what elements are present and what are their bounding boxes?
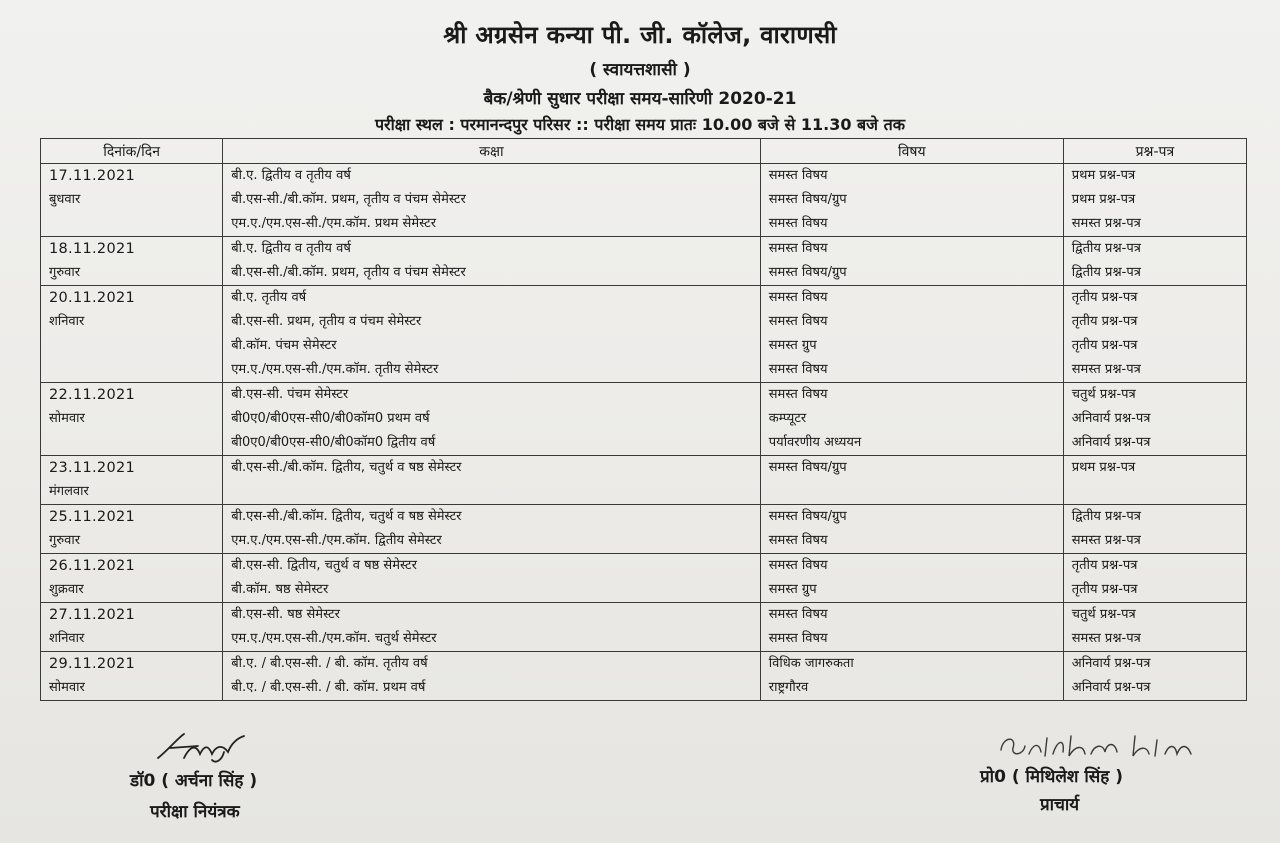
exam-day: सोमवार xyxy=(49,680,85,695)
header-subject: विषय xyxy=(760,139,1063,164)
subject-name: समस्त विषय/ग्रुप xyxy=(768,192,847,207)
subject-name: समस्त विषय xyxy=(768,387,828,402)
paper-name: प्रथम प्रश्न-पत्र xyxy=(1071,192,1136,207)
class-cell xyxy=(223,505,761,554)
exam-day: सोमवार xyxy=(49,411,85,426)
subject-cell xyxy=(760,505,1063,554)
exam-date: 23.11.2021 xyxy=(49,460,136,476)
controller-title: परीक्षा नियंत्रक xyxy=(150,802,240,822)
table-row xyxy=(41,237,1247,286)
table-header-row xyxy=(41,139,1247,164)
table-row xyxy=(41,383,1247,456)
table-body xyxy=(41,164,1247,701)
class-name: बी.एस-सी./बी.कॉम. प्रथम, तृतीय व पंचम सेमेस्टर xyxy=(231,192,466,207)
date-cell xyxy=(41,603,223,652)
paper-name: समस्त प्रश्न-पत्र xyxy=(1071,533,1141,548)
paper-name: तृतीय प्रश्न-पत्र xyxy=(1071,290,1138,305)
paper-name: अनिवार्य प्रश्न-पत्र xyxy=(1071,656,1151,671)
date-cell xyxy=(41,456,223,505)
subject-name: समस्त विषय xyxy=(768,533,828,548)
subject-cell xyxy=(760,164,1063,237)
principal-title: प्राचार्य xyxy=(1040,795,1080,815)
class-name: एम.ए./एम.एस-सी./एम.कॉम. प्रथम सेमेस्टर xyxy=(231,216,437,231)
subject-cell xyxy=(760,237,1063,286)
subject-name: समस्त ग्रुप xyxy=(768,338,817,353)
class-name: बी.एस-सी./बी.कॉम. द्वितीय, चतुर्थ व षष्ठ सेमेस्टर xyxy=(231,509,462,524)
class-name: बी.ए. / बी.एस-सी. / बी. कॉम. तृतीय वर्ष xyxy=(231,656,428,671)
header-paper: प्रश्न-पत्र xyxy=(1063,139,1246,164)
exam-day: शुक्रवार xyxy=(49,582,84,597)
subject-cell xyxy=(760,383,1063,456)
class-cell xyxy=(223,554,761,603)
date-cell xyxy=(41,286,223,383)
class-name: बी.एस-सी. प्रथम, तृतीय व पंचम सेमेस्टर xyxy=(231,314,422,329)
date-cell xyxy=(41,554,223,603)
subject-name: समस्त विषय xyxy=(768,168,828,183)
exam-date: 22.11.2021 xyxy=(49,387,136,403)
exam-date: 25.11.2021 xyxy=(49,509,136,525)
paper-name: चतुर्थ प्रश्न-पत्र xyxy=(1071,607,1136,622)
paper-cell xyxy=(1063,652,1246,701)
exam-schedule-table xyxy=(40,138,1247,701)
class-name: बी.एस-सी. षष्ठ सेमेस्टर xyxy=(231,607,341,622)
subject-name: समस्त विषय xyxy=(768,607,828,622)
class-name: बी.ए. द्वितीय व तृतीय वर्ष xyxy=(231,241,351,256)
exam-day: बुधवार xyxy=(49,192,81,207)
paper-cell xyxy=(1063,237,1246,286)
exam-date: 20.11.2021 xyxy=(49,290,136,306)
exam-date: 26.11.2021 xyxy=(49,558,136,574)
date-cell xyxy=(41,505,223,554)
table-row xyxy=(41,456,1247,505)
paper-name: तृतीय प्रश्न-पत्र xyxy=(1071,338,1138,353)
class-name: बी.एस-सी. पंचम सेमेस्टर xyxy=(231,387,349,402)
class-cell xyxy=(223,383,761,456)
header-date: दिनांक/दिन xyxy=(41,139,223,164)
signature-scribble-right xyxy=(995,730,1225,764)
subject-cell xyxy=(760,286,1063,383)
class-cell xyxy=(223,237,761,286)
paper-name: तृतीय प्रश्न-पत्र xyxy=(1071,558,1138,573)
paper-name: द्वितीय प्रश्न-पत्र xyxy=(1071,265,1141,280)
class-cell xyxy=(223,286,761,383)
exam-title: बैक/श्रेणी सुधार परीक्षा समय-सारिणी 2020-21 xyxy=(483,89,797,109)
class-name: बी.कॉम. पंचम सेमेस्टर xyxy=(231,338,337,353)
paper-cell xyxy=(1063,286,1246,383)
subject-name: राष्ट्रगौरव xyxy=(768,680,809,695)
paper-name: चतुर्थ प्रश्न-पत्र xyxy=(1071,387,1136,402)
subject-name: समस्त विषय xyxy=(768,362,828,377)
autonomous-label: ( स्वायत्तशासी ) xyxy=(589,60,691,80)
exam-date: 18.11.2021 xyxy=(49,241,136,257)
paper-cell xyxy=(1063,383,1246,456)
paper-name: द्वितीय प्रश्न-पत्र xyxy=(1071,241,1141,256)
table-row xyxy=(41,554,1247,603)
class-name: बी.ए. तृतीय वर्ष xyxy=(231,290,307,305)
exam-date: 27.11.2021 xyxy=(49,607,136,623)
class-name: बी0ए0/बी0एस-सी0/बी0कॉम0 द्वितीय वर्ष xyxy=(231,435,436,450)
subject-name: समस्त विषय xyxy=(768,241,828,256)
paper-name: तृतीय प्रश्न-पत्र xyxy=(1071,582,1138,597)
paper-name: समस्त प्रश्न-पत्र xyxy=(1071,631,1141,646)
class-name: एम.ए./एम.एस-सी./एम.कॉम. तृतीय सेमेस्टर xyxy=(231,362,439,377)
subject-name: समस्त विषय/ग्रुप xyxy=(768,265,847,280)
exam-day: गुरुवार xyxy=(49,533,81,548)
subject-name: पर्यावरणीय अध्ययन xyxy=(768,435,862,450)
paper-name: समस्त प्रश्न-पत्र xyxy=(1071,216,1141,231)
class-cell xyxy=(223,164,761,237)
exam-day: शनिवार xyxy=(49,631,85,646)
subject-name: समस्त विषय xyxy=(768,216,828,231)
signature-scribble-left xyxy=(150,728,260,768)
class-cell xyxy=(223,603,761,652)
class-name: बी.एस-सी./बी.कॉम. द्वितीय, चतुर्थ व षष्ठ सेमेस्टर xyxy=(231,460,462,475)
table-row xyxy=(41,164,1247,237)
class-name: बी.एस-सी. द्वितीय, चतुर्थ व षष्ठ सेमेस्टर xyxy=(231,558,417,573)
subject-cell xyxy=(760,603,1063,652)
paper-cell xyxy=(1063,505,1246,554)
paper-name: अनिवार्य प्रश्न-पत्र xyxy=(1071,411,1151,426)
table-row xyxy=(41,652,1247,701)
subject-name: समस्त विषय xyxy=(768,558,828,573)
paper-cell xyxy=(1063,164,1246,237)
date-cell xyxy=(41,164,223,237)
date-cell xyxy=(41,652,223,701)
exam-day: शनिवार xyxy=(49,314,85,329)
paper-cell xyxy=(1063,456,1246,505)
paper-name: अनिवार्य प्रश्न-पत्र xyxy=(1071,680,1151,695)
table-row xyxy=(41,286,1247,383)
paper-name: द्वितीय प्रश्न-पत्र xyxy=(1071,509,1141,524)
college-name: श्री अग्रसेन कन्या पी. जी. कॉलेज, वाराणसी xyxy=(443,21,837,49)
paper-cell xyxy=(1063,603,1246,652)
class-cell xyxy=(223,456,761,505)
subject-name: विधिक जागरुकता xyxy=(768,656,854,671)
date-cell xyxy=(41,383,223,456)
class-cell xyxy=(223,652,761,701)
class-name: बी.कॉम. षष्ठ सेमेस्टर xyxy=(231,582,329,597)
exam-date: 29.11.2021 xyxy=(49,656,136,672)
subject-name: समस्त विषय/ग्रुप xyxy=(768,460,847,475)
subject-name: समस्त विषय/ग्रुप xyxy=(768,509,847,524)
paper-name: समस्त प्रश्न-पत्र xyxy=(1071,362,1141,377)
subject-cell xyxy=(760,456,1063,505)
class-name: एम.ए./एम.एस-सी./एम.कॉम. चतुर्थ सेमेस्टर xyxy=(231,631,437,646)
subject-cell xyxy=(760,652,1063,701)
principal-name: प्रो0 ( मिथिलेश सिंह ) xyxy=(980,767,1123,787)
table-row xyxy=(41,505,1247,554)
header-class: कक्षा xyxy=(223,139,761,164)
exam-date: 17.11.2021 xyxy=(49,168,136,184)
class-name: बी.एस-सी./बी.कॉम. प्रथम, तृतीय व पंचम सेमेस्टर xyxy=(231,265,466,280)
exam-day: गुरुवार xyxy=(49,265,81,280)
class-name: एम.ए./एम.एस-सी./एम.कॉम. द्वितीय सेमेस्टर xyxy=(231,533,442,548)
paper-name: अनिवार्य प्रश्न-पत्र xyxy=(1071,435,1151,450)
subject-name: समस्त विषय xyxy=(768,314,828,329)
exam-day: मंगलवार xyxy=(49,484,89,499)
subject-name: समस्त ग्रुप xyxy=(768,582,817,597)
class-name: बी.ए. / बी.एस-सी. / बी. कॉम. प्रथम वर्ष xyxy=(231,680,426,695)
class-name: बी0ए0/बी0एस-सी0/बी0कॉम0 प्रथम वर्ष xyxy=(231,411,430,426)
table-row xyxy=(41,603,1247,652)
date-cell xyxy=(41,237,223,286)
subject-name: समस्त विषय xyxy=(768,631,828,646)
venue-and-time: परीक्षा स्थल : परमानन्दपुर परिसर :: परीक्षा समय प्रातः 10.00 बजे से 11.30 बजे तक xyxy=(374,115,906,134)
paper-name: तृतीय प्रश्न-पत्र xyxy=(1071,314,1138,329)
paper-name: प्रथम प्रश्न-पत्र xyxy=(1071,168,1136,183)
controller-name: डॉ0 ( अर्चना सिंह ) xyxy=(130,771,258,791)
subject-name: समस्त विषय xyxy=(768,290,828,305)
paper-cell xyxy=(1063,554,1246,603)
subject-name: कम्प्यूटर xyxy=(768,411,807,426)
subject-cell xyxy=(760,554,1063,603)
paper-name: प्रथम प्रश्न-पत्र xyxy=(1071,460,1136,475)
class-name: बी.ए. द्वितीय व तृतीय वर्ष xyxy=(231,168,351,183)
